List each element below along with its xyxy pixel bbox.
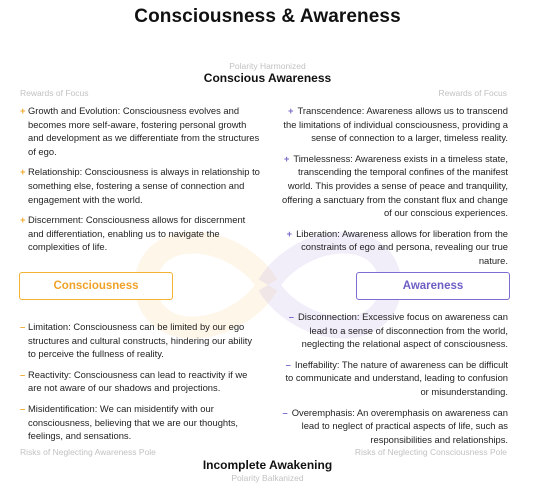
consciousness-risks-list (20, 320, 260, 450)
plus-icon: + (20, 214, 26, 226)
list-item-text: Transcendence: Awareness allows us to transcend the limitations of individual consciousness, providing a sense of connection to a larger, timeless reality. (283, 105, 508, 144)
plus-icon: + (20, 105, 26, 116)
consciousness-pole-box: Consciousness (19, 272, 173, 300)
awareness-pole-box: Awareness (356, 272, 510, 300)
minus-icon: – (288, 311, 294, 322)
list-item-text: Overemphasis: An overemphasis on awareness can lead to neglect of practical aspects of life, such as responsibilities and relationships. (291, 406, 508, 445)
minus-icon: – (20, 402, 26, 414)
list-item (20, 402, 260, 443)
list-item-text: Liberation: Awareness allows for liberation from the constraints of ego and persona, revealing our true nature. (296, 227, 508, 266)
list-item-text: Discernment: Consciousness allows for discernment and differentiation, enabling us to navigate the complexities of life. (28, 214, 246, 253)
minus-icon: – (282, 406, 288, 418)
minus-icon: – (20, 321, 26, 332)
list-item-text: Reactivity: Consciousness can lead to reactivity if we are not aware of our shadows and projections. (28, 368, 248, 394)
minus-icon: – (285, 358, 291, 370)
list-item (20, 368, 260, 395)
plus-icon: + (286, 227, 293, 239)
top-subtitle: Polarity Harmonized (229, 61, 306, 71)
consciousness-rewards-list (20, 104, 260, 261)
list-item (276, 227, 508, 268)
rewards-left-label: Rewards of Focus (20, 88, 89, 98)
list-item (276, 406, 508, 447)
list-item-text: Limitation: Consciousness can be limited by our ego structures and cultural constructs, hindering our ability to perceive the fullness of reality. (28, 321, 253, 360)
rewards-right-label: Rewards of Focus (438, 88, 507, 98)
bottom-heading: Incomplete Awakening (202, 458, 333, 472)
plus-icon: + (283, 152, 290, 164)
bottom-subtitle: Polarity Balkanized (231, 473, 304, 483)
list-item (276, 104, 508, 145)
awareness-rewards-list (276, 104, 508, 275)
top-heading: Conscious Awareness (203, 71, 332, 85)
plus-icon: + (287, 105, 294, 116)
minus-icon: – (20, 368, 26, 380)
list-item-text: Ineffability: The nature of awareness can be difficult to communicate and understand, leading to confusion or misunderstanding. (285, 358, 508, 397)
list-item-text: Disconnection: Excessive focus on awareness can lead to a sense of disconnection from the world, neglecting the relational aspect of consciousness. (297, 311, 508, 350)
list-item (20, 165, 260, 206)
list-item (276, 358, 508, 399)
list-item-text: Relationship: Consciousness is always in relationship to something else, fostering a sense of connection and engagement with the world. (28, 166, 260, 205)
page-title: Consciousness & Awareness (134, 6, 401, 27)
risks-right-label: Risks of Neglecting Consciousness Pole (354, 447, 507, 457)
list-item (20, 320, 260, 361)
list-item (276, 152, 508, 220)
list-item-text: Misidentification: We can misidentify with our consciousness, believing that we are our thoughts, feelings, and sensations. (28, 402, 239, 442)
list-item (20, 104, 260, 158)
list-item (20, 213, 260, 254)
awareness-risks-list (276, 310, 508, 453)
list-item-text: Timelessness: Awareness exists in a timeless state, transcending the temporal confines of the manifest world. This provides a sense of peace and tranquility, offering a sanctuary from the constant flux and change of our conscious experiences. (281, 152, 508, 219)
list-item (276, 310, 508, 351)
risks-left-label: Risks of Neglecting Awareness Pole (20, 447, 156, 457)
list-item-text: Growth and Evolution: Consciousness evolves and becomes more self-aware, fostering personal growth and development as we differentiate from the structures of ego. (28, 105, 260, 157)
plus-icon: + (20, 166, 26, 178)
